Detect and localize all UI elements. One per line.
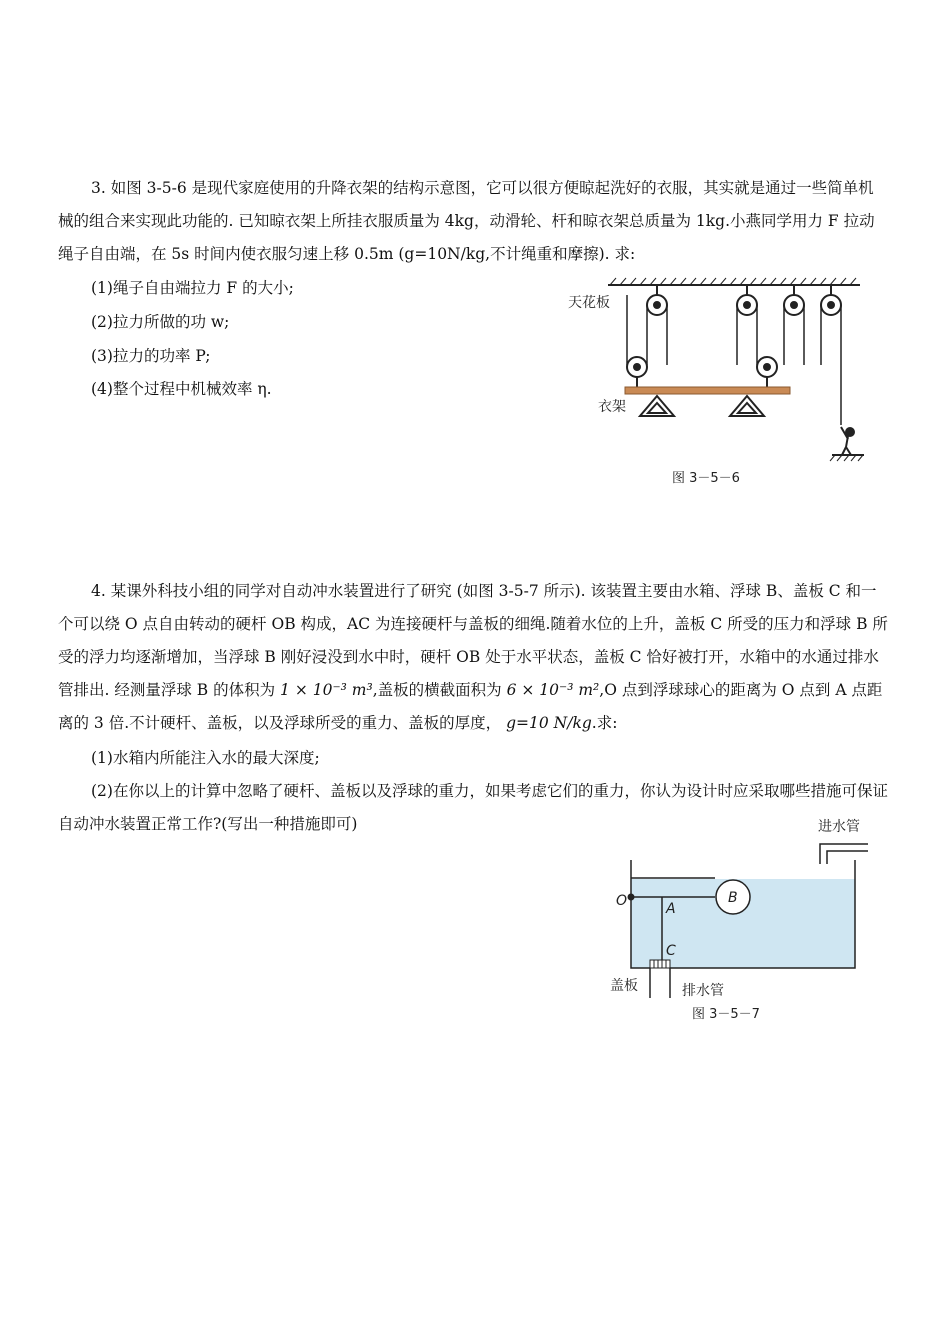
label-B: B: [728, 890, 738, 906]
q3-sub4: (4)整个过程中机械效率 η.: [91, 380, 272, 398]
q4-stem: [58, 575, 888, 740]
figure-flush-tank: [600, 812, 890, 1027]
q3-sub3: (3)拉力的功率 P;: [91, 347, 211, 365]
label-O: O: [616, 893, 628, 909]
label-C: C: [666, 943, 676, 959]
q3-sub2: (2)拉力所做的功 w;: [91, 313, 230, 331]
q4-g-math: g=10 N/kg: [506, 714, 592, 732]
q4-stem-b: ,盖板的横截面积为: [372, 681, 502, 699]
cover-label: 盖板: [610, 978, 638, 994]
q4-stem-c: ,O 点到浮球球心的距离为 O 点到 A 点距离的 3 倍.不计硬杆、盖板，以及浮球所受的重力、盖板的厚度，: [58, 681, 883, 732]
cover-plate: [650, 960, 670, 968]
inlet-label: 进水管: [818, 819, 860, 835]
q4-area-math: 6 × 10⁻³ m²: [506, 681, 600, 699]
figure-clothes-rack: [560, 275, 880, 490]
q4-stem-a: 4. 某课外科技小组的同学对自动冲水装置进行了研究 (如图 3-5-7 所示). 该装置主要由水箱、浮球 B、盖板 C 和一个可以绕 O 点自由转动的硬杆 OB 构成，AC 为连接硬杆与盖板的细绳.随着水位的上升，盖板 C 所受的压力和浮球 B 所受的浮力均逐渐增加，当浮球 B 刚好浸没到水中时，硬杆 OB 处于水平状态，盖板 C 恰好被打开，水箱中的水通过排水管排出. 经测量浮球 B 的体积为: [58, 582, 888, 699]
drain-label: 排水管: [682, 983, 724, 999]
q4-sub2: (2)在你以上的计算中忽略了硬杆、盖板以及浮球的重力，如果考虑它们的重力，你认为设计时应采取哪些措施可保证自动冲水装置正常工作?(写出一种措施即可): [58, 782, 888, 833]
label-A: A: [666, 901, 676, 917]
figure-caption-3-5-7: 图 3－5－7: [692, 1007, 760, 1022]
ceiling-label: 天花板: [568, 295, 610, 311]
rack-label: 衣架: [598, 399, 626, 415]
q4-sub1: (1)水箱内所能注入水的最大深度;: [91, 749, 320, 767]
rack-bar: [625, 387, 790, 394]
figure-caption-3-5-6: 图 3－5－6: [672, 471, 740, 486]
q3-stem: 3. 如图 3-5-6 是现代家庭使用的升降衣架的结构示意图，它可以很方便晾起洗好的衣服，其实就是通过一些简单机械的组合来实现此功能的. 已知晾衣架上所挂衣服质量为 4kg，动滑轮、杆和晾衣架总质量为 1kg.小燕同学用力 F 拉动绳子自由端，在 5s 时间内使衣服匀速上移 0.5m (g=10N/kg,不计绳重和摩擦). 求:: [58, 179, 875, 263]
q4-stem-d: .求:: [591, 714, 618, 732]
q4-volume-math: 1 × 10⁻³ m³: [280, 681, 373, 699]
q3-sub1: (1)绳子自由端拉力 F 的大小;: [91, 279, 294, 297]
